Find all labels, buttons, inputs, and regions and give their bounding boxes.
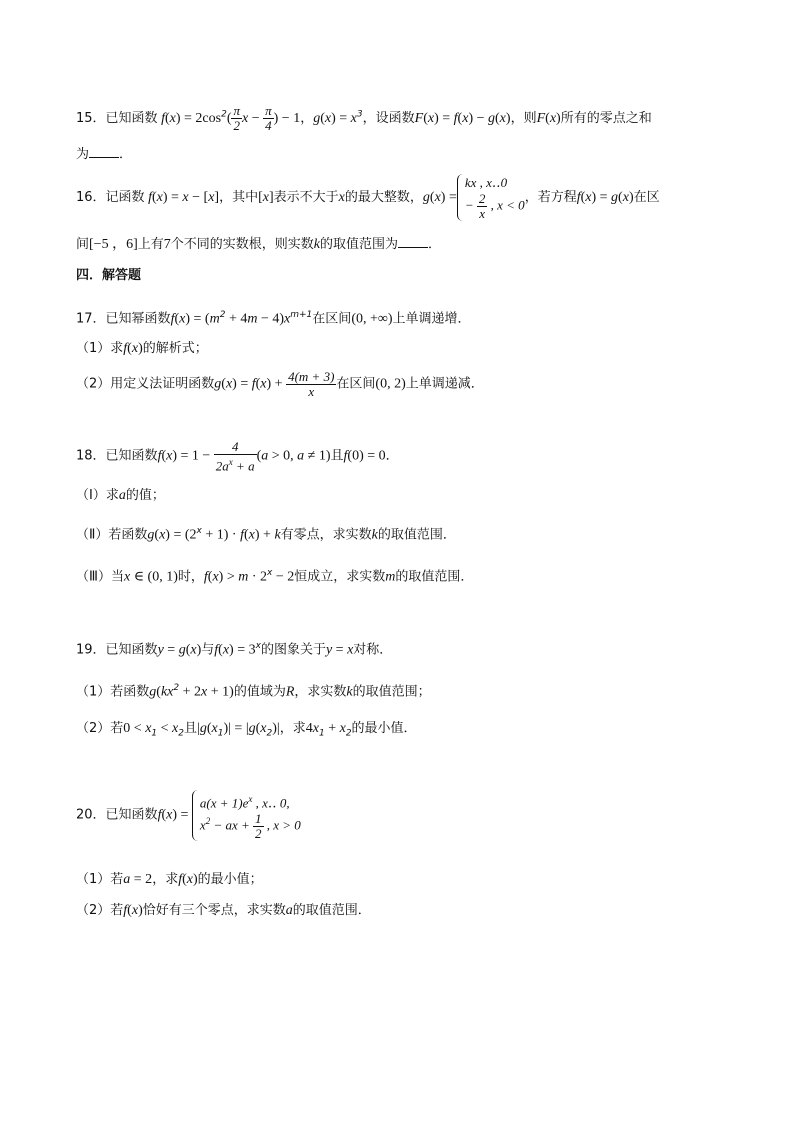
text: 已知函数 xyxy=(105,642,158,658)
question-20-line-1: 20．已知函数f(x) = $a(x + 1)e^x$ , x‥ 0, $x^2$ − ax + $\frac{1}{2}$ , x > 0 xyxy=(76,790,301,852)
text: （2）若 xyxy=(76,903,124,918)
text: 在区 xyxy=(633,189,660,205)
text: （1）若函数 xyxy=(76,684,150,700)
section-heading: 四．解答题 xyxy=(76,268,142,283)
text: ． xyxy=(119,147,133,162)
text: 恰好有三个零点，求实数 xyxy=(142,903,286,918)
text: ，求实数 xyxy=(294,684,347,700)
text: 上有 xyxy=(137,237,164,252)
text: ． xyxy=(428,237,442,252)
question-19-part-1: （1）若函数$g(kx^2 + 2x + 1)$的值域为R，求实数k的取值范围； xyxy=(76,683,431,700)
question-number: 15． xyxy=(76,111,106,126)
text: （1）若 xyxy=(76,872,124,887)
text: 已知函数 xyxy=(105,448,158,464)
question-18-line-1: 18．已知函数f(x) = 1 − $\frac{4}{2a^x + a}$ (a > 0, a ≠ 1)且f(0) = 0． xyxy=(76,439,399,474)
text: （2）若 xyxy=(76,721,124,736)
fraction-pi-over-2: $\frac{\pi}{2}$ xyxy=(233,103,240,133)
text: 的取值范围． xyxy=(292,903,371,918)
text: （Ⅰ）求 xyxy=(76,488,119,503)
text: 时， xyxy=(177,569,204,585)
question-18-part-1: （Ⅰ）求a的值； xyxy=(76,488,165,503)
text: 已知幂函数 xyxy=(105,311,171,327)
text: 的取值范围； xyxy=(352,684,431,700)
question-17-line-1: 17．已知幂函数$f(x) = (m^2 + 4m - 4)x^{m+1}$在区间(0, +∞)上单调递增． xyxy=(76,310,471,327)
text: 且 xyxy=(184,721,198,736)
text: （1）求 xyxy=(76,341,124,356)
text: 的图象关于 xyxy=(260,642,326,658)
text: 已知函数 xyxy=(105,111,158,126)
text: （2）用定义法证明函数 xyxy=(76,376,215,392)
question-17-part-2: （2）用定义法证明函数g(x) = f(x) + $\frac{4(m + 3)}{x}$ 在区间(0, 2)上单调递减． xyxy=(76,369,484,399)
text: 且 xyxy=(330,448,344,464)
fraction: $\frac{4(m + 3)}{x}$ xyxy=(288,369,335,399)
text: 的值； xyxy=(125,488,165,503)
text: ，求 xyxy=(152,872,179,887)
text: 对称． xyxy=(353,642,393,658)
text: ，若方程 xyxy=(524,189,577,205)
text: 的取值范围． xyxy=(377,527,456,543)
piecewise-brace: $a(x + 1)e^x$ , x‥ 0, $x^2$ − ax + $\frac{1}{2}$ , x > 0 xyxy=(192,790,301,841)
text: 的取值范围为 xyxy=(320,237,399,252)
question-number: 19． xyxy=(76,642,106,658)
text: 上单调递增． xyxy=(392,311,471,327)
text: ，求 xyxy=(279,721,306,736)
fraction-pi-over-4: $\frac{\pi}{4}$ xyxy=(265,103,272,133)
answer-blank xyxy=(89,145,119,158)
text: 个不同的实数根，则实数 xyxy=(170,237,314,252)
text: 在区间 xyxy=(312,311,352,327)
text: 为 xyxy=(76,147,90,162)
question-number: 18． xyxy=(76,448,106,464)
text: （Ⅲ）当 xyxy=(76,569,124,585)
question-15-line-1: 15．已知函数 $f(x) = 2\cos^2$( $\frac{\pi}{2}$ x − $\frac{\pi}{4}$ ) − 1，$g(x) = x^3$，设函数F(x) = f(x) − g(x)，则F(x)所有的零点之和 xyxy=(76,103,652,133)
piecewise-brace: kx , x‥0 − $\frac{2}{x}$ , x < 0 xyxy=(457,174,525,221)
question-16-line-2: 间[−5 ，6]上有7个不同的实数根，则实数k的取值范围为 ． xyxy=(76,237,442,252)
text: 恒成立，求实数 xyxy=(294,569,386,585)
text: 的解析式； xyxy=(142,341,208,356)
question-number: 17． xyxy=(76,311,106,327)
answer-blank xyxy=(398,235,428,248)
text: ，其中 xyxy=(219,189,259,205)
text: 记函数 xyxy=(105,189,145,205)
question-20-part-1: （1）若a = 2，求f(x)的最小值； xyxy=(76,872,263,887)
text: 所有的零点之和 xyxy=(560,111,652,126)
text: 的取值范围． xyxy=(395,569,474,585)
question-17-part-1: （1）求f(x)的解析式； xyxy=(76,341,208,356)
text: 间 xyxy=(76,237,90,252)
text: 的最大整数， xyxy=(344,189,423,205)
text: 表示不大于 xyxy=(273,189,339,205)
question-19-part-2: （2）若$0 < x_1 < x_2$且$|g(x_1)| = |g(x_2)|$，求$4x_1 + x_2$的最小值． xyxy=(76,721,417,739)
text: 在区间 xyxy=(336,376,376,392)
text: 上单调递减． xyxy=(405,376,484,392)
text: （Ⅱ）若函数 xyxy=(76,527,148,543)
text: 已知函数 xyxy=(105,807,158,823)
question-number: 20． xyxy=(76,807,106,823)
text: 有零点，求实数 xyxy=(280,527,372,543)
question-18-part-2: （Ⅱ）若函数$g(x) = (2^x + 1) \cdot f(x) + k$有零点，求实数k的取值范围． xyxy=(76,526,456,543)
question-15-line-2 xyxy=(76,145,132,165)
formula-f: f xyxy=(157,111,165,126)
text: 的最小值； xyxy=(197,872,263,887)
question-number: 16． xyxy=(76,189,106,205)
text: ，设函数 xyxy=(362,111,415,126)
text: ，则 xyxy=(510,111,537,126)
fraction: $\frac{4}{2a^x + a}$ xyxy=(215,439,255,474)
text: ， xyxy=(300,111,314,126)
text: 的最小值． xyxy=(351,721,417,736)
question-16-line-1: 16．记函数 f(x) = x − [x]，其中[x]表示不大于x的最大整数，g(x) = kx , x‥0 − $\frac{2}{x}$ , x < 0 ，若方程f(x) = g(x)在区 xyxy=(76,175,660,221)
text: 与 xyxy=(201,642,215,658)
text: ． xyxy=(385,448,399,464)
question-18-part-3: （Ⅲ）当x ∈ (0, 1)时，$f(x) > m \cdot 2^x - 2$恒成立，求实数m的取值范围． xyxy=(76,568,474,585)
question-19-line-1: 19．已知函数y = g(x)与$f(x) = 3^x$的图象关于y = x对称． xyxy=(76,641,393,658)
text: 的值域为 xyxy=(233,684,286,700)
question-20-part-2: （2）若f(x)恰好有三个零点，求实数a的取值范围． xyxy=(76,903,371,918)
